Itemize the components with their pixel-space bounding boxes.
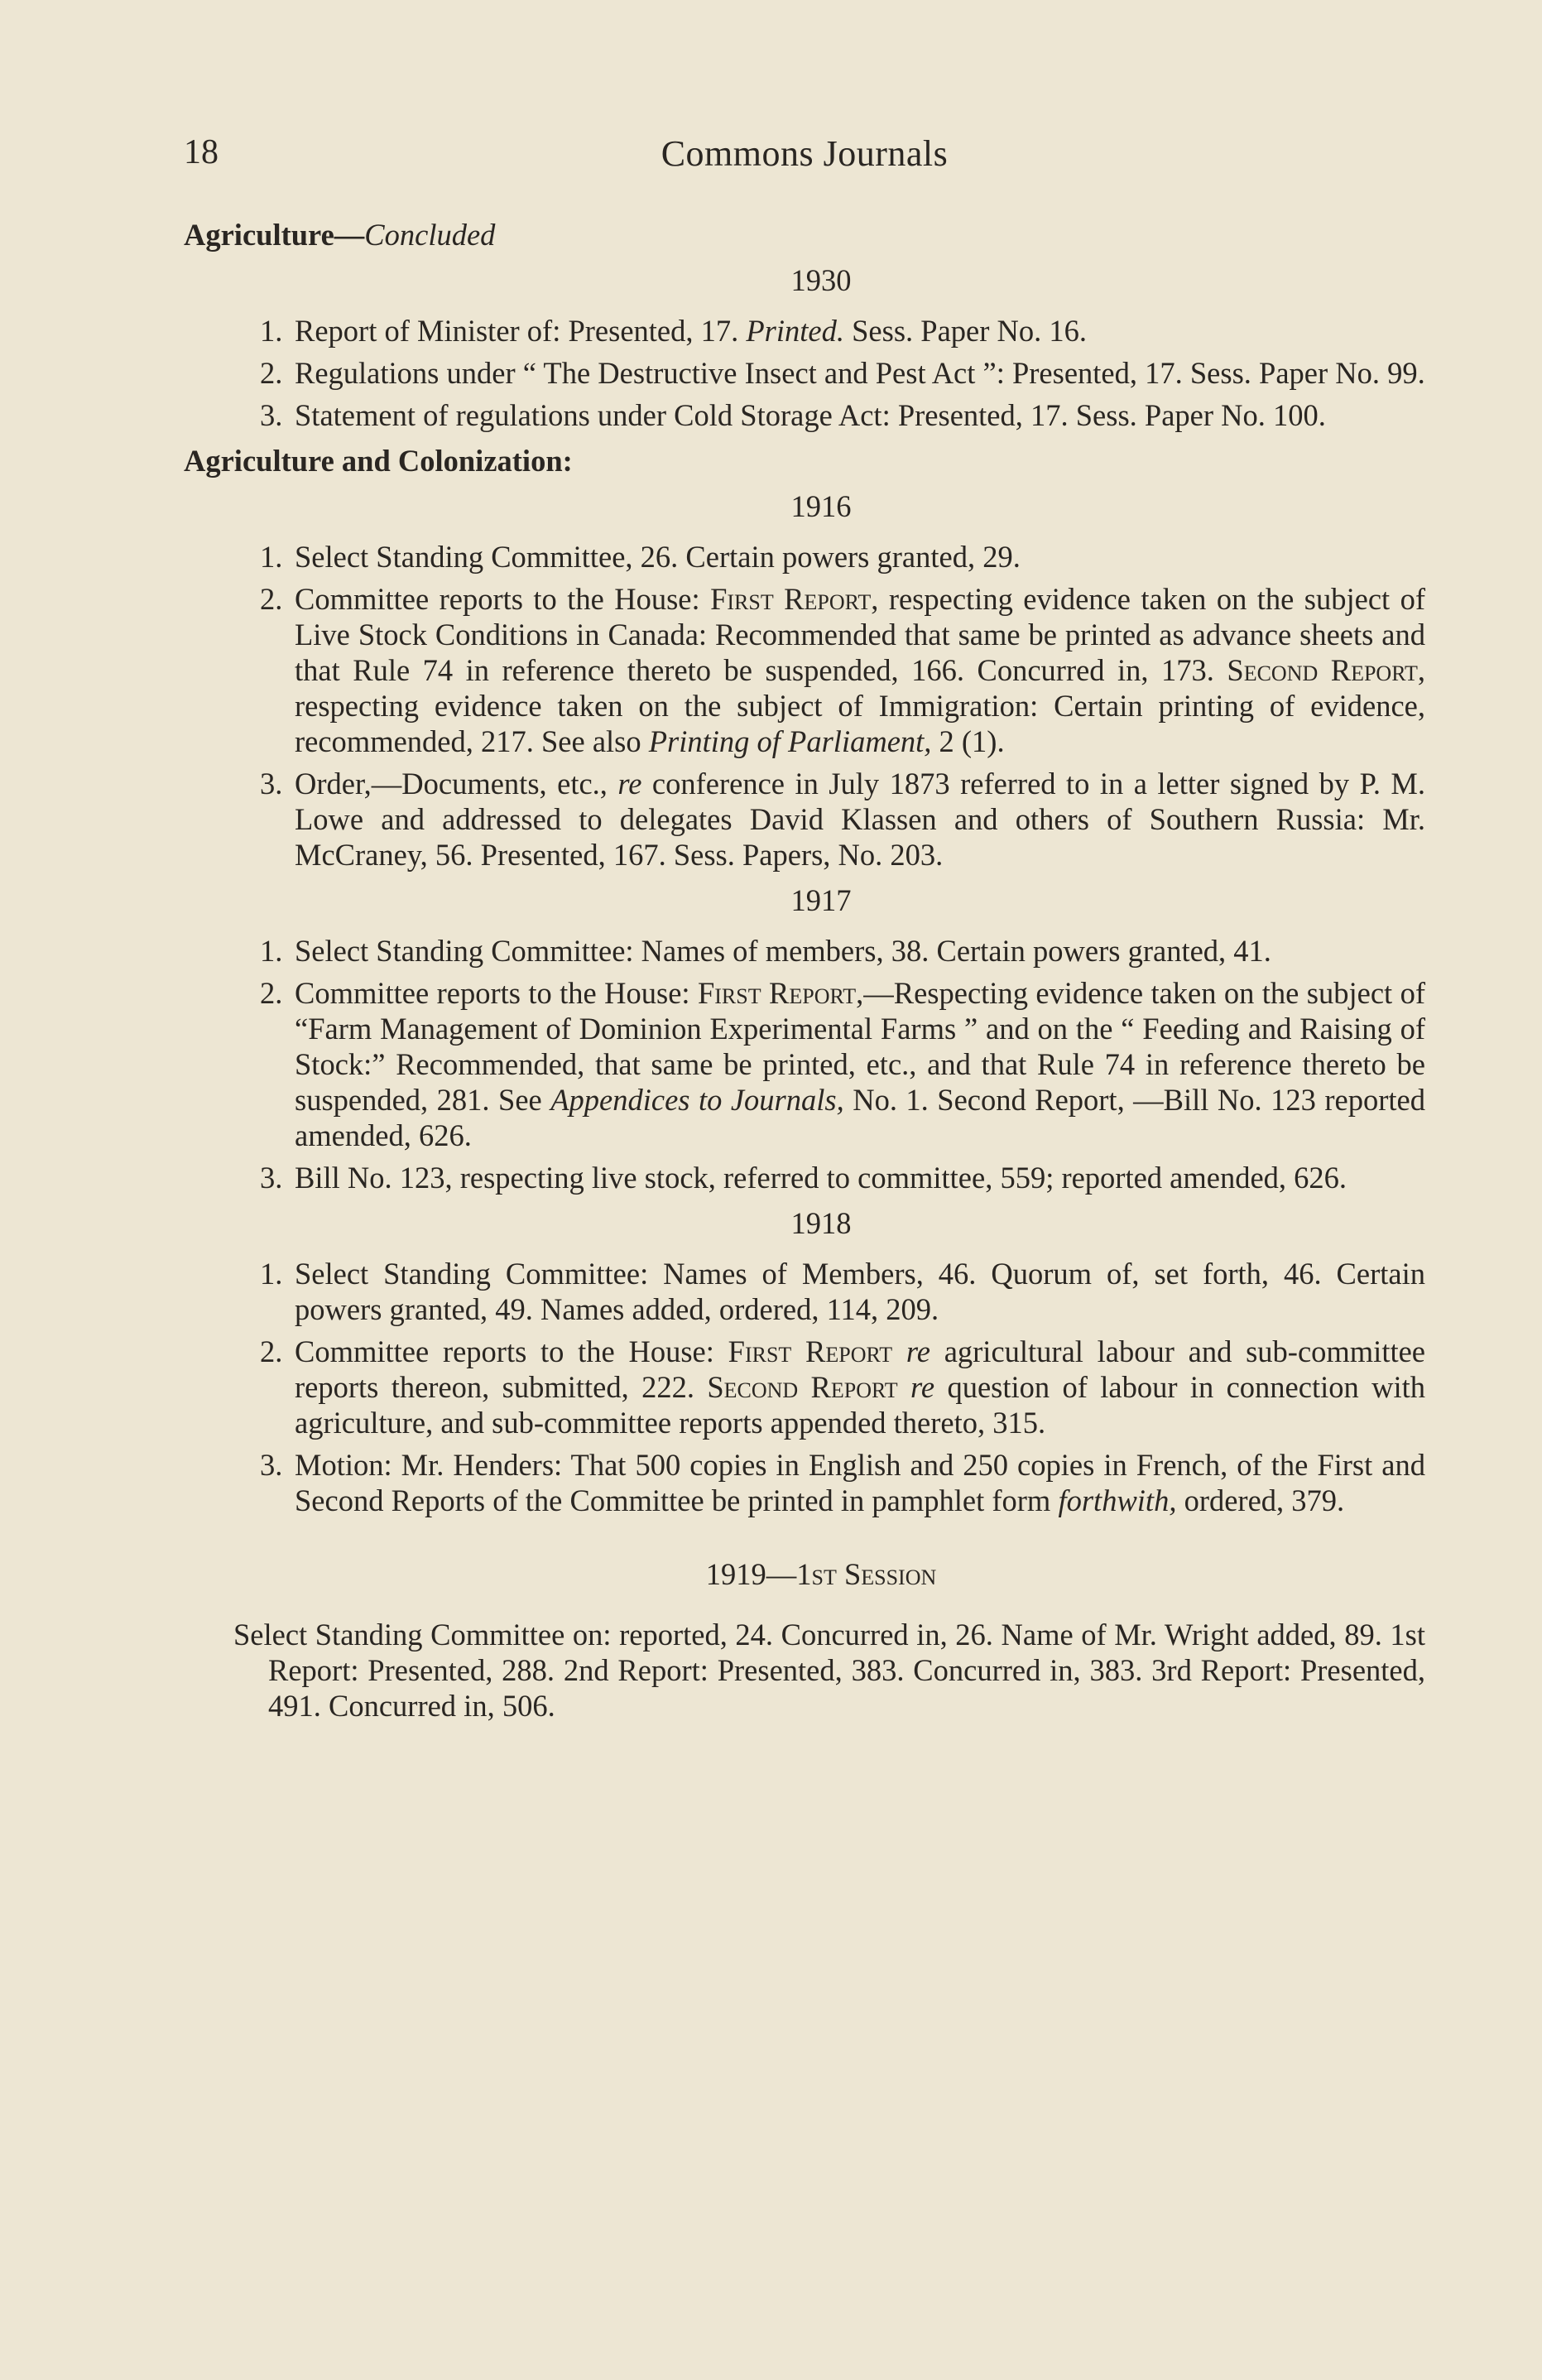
- list-item: [260, 581, 1425, 759]
- item-text: [898, 1370, 910, 1404]
- running-title: Commons Journals: [661, 133, 949, 174]
- paragraph-1919: Select Standing Committee on: reported, 24. Concurred in, 26. Name of Mr. Wright added, 89. 1st Report: Presented, 288. 2nd Report: Presented, 383. Concurred in, 383. 3rd Report: Presented, 491. Concurred in, 506.: [233, 1618, 1425, 1723]
- item-number: 2.: [260, 582, 283, 616]
- item-text: Select Standing Committee: Names of members, 38. Certain powers granted, 41.: [295, 934, 1271, 968]
- item-text: ,—Respecting evidence taken on the subject of “Farm Management of Dominion Experimental Farms ” and on the “ Feeding and Raising of Stock:” Recommended, that same be printed, etc., and that Rule 74 in reference thereto be suspended, 281. See: [295, 976, 1425, 1117]
- item-number: 1.: [260, 1257, 283, 1291]
- list-item: [260, 933, 1425, 969]
- item-text: No. 1. Second Report, —Bill No. 123 reported amended, 626.: [295, 1083, 1425, 1152]
- item-text: Report of Minister of: Presented, 17.: [295, 314, 747, 348]
- item-text: Motion: Mr. Henders: That 500 copies in English and 250 copies in French, of the First and Second Reports of the Committee be printed in pamphlet form: [295, 1448, 1425, 1517]
- year-heading-1930: 1930: [790, 263, 852, 297]
- item-smallcaps: First Report: [728, 1334, 893, 1368]
- list-1917: [184, 933, 1425, 1195]
- item-text: Select Standing Committee: Names of Members, 46. Quorum of, set forth, 46. Certain powers granted, 49. Names added, ordered, 114, 209.: [295, 1257, 1425, 1326]
- list-item: [260, 1447, 1425, 1518]
- item-text: Statement of regulations under Cold Storage Act: Presented, 17. Sess. Paper No. 100.: [295, 398, 1326, 432]
- item-italic: re: [617, 767, 642, 801]
- item-number: 2.: [260, 356, 283, 390]
- list-item: [260, 975, 1425, 1153]
- item-smallcaps: First Report: [710, 582, 872, 616]
- list-item: [260, 1160, 1425, 1195]
- year-heading-1917: 1917: [790, 883, 852, 917]
- item-number: 1.: [260, 934, 283, 968]
- item-text: agricultural labour and sub-committee reports thereon, submitted, 222.: [295, 1334, 1426, 1404]
- session-smallcaps: 1st Session: [796, 1557, 937, 1591]
- item-text: Order,—Documents, etc.,: [295, 767, 618, 801]
- item-text: Select Standing Committee, 26. Certain powers granted, 29.: [295, 540, 1021, 574]
- item-smallcaps: Second Report: [1227, 653, 1418, 687]
- item-number: 3.: [260, 767, 283, 801]
- item-italic: Printed.: [746, 314, 844, 348]
- heading-text: Agriculture—: [184, 218, 365, 252]
- year-heading-1919: [184, 1556, 1425, 1592]
- item-italic: Printing of Parliament,: [648, 724, 932, 758]
- item-text: Regulations under “ The Destructive Insect and Pest Act ”: Presented, 17. Sess. Paper No. 99.: [295, 356, 1425, 390]
- item-text: , respecting evidence taken on the subject of Immigration: Certain printing of evidence, recommended, 217. See also: [295, 653, 1425, 758]
- list-item: [260, 313, 1425, 349]
- index-content: [184, 217, 1425, 1724]
- list-item: [260, 355, 1425, 391]
- item-number: 3.: [260, 1448, 283, 1482]
- item-text: question of labour in connection with agriculture, and sub-committee reports appended thereto, 315.: [295, 1370, 1425, 1440]
- item-number: 3.: [260, 1161, 283, 1195]
- page-number: 18: [184, 133, 219, 171]
- item-text: Committee reports to the House:: [295, 976, 698, 1010]
- section-heading-colonization: Agriculture and Colonization:: [184, 444, 573, 478]
- list-1930: [184, 313, 1425, 433]
- item-text: conference in July 1873 referred to in a letter signed by P. M. Lowe and addressed to delegates David Klassen and others of Southern Russia: Mr. McCraney, 56. Presented, 167. Sess. Papers, No. 203.: [295, 767, 1426, 872]
- item-text: Bill No. 123, respecting live stock, referred to committee, 559; reported amended, 626.: [295, 1161, 1347, 1195]
- item-smallcaps: First Report: [697, 976, 857, 1010]
- list-item: [260, 766, 1425, 873]
- list-1918: [184, 1256, 1425, 1518]
- item-italic: re: [910, 1370, 935, 1404]
- year-text: 1919—: [705, 1557, 797, 1591]
- list-item: [260, 539, 1425, 575]
- item-number: 2.: [260, 976, 283, 1010]
- item-text: Committee reports to the House:: [295, 1334, 728, 1368]
- item-number: 1.: [260, 540, 283, 574]
- list-item: [260, 397, 1425, 433]
- item-text: 2 (1).: [931, 724, 1005, 758]
- list-item: [260, 1334, 1425, 1440]
- item-text: ordered, 379.: [1176, 1483, 1345, 1517]
- year-heading-1918: 1918: [790, 1206, 852, 1240]
- item-text: [892, 1334, 906, 1368]
- item-italic: Appendices to Journals,: [550, 1083, 844, 1117]
- list-item: [260, 1256, 1425, 1327]
- section-heading-agriculture: [184, 217, 1425, 252]
- item-text: Sess. Paper No. 16.: [844, 314, 1087, 348]
- heading-italic: Concluded: [364, 218, 496, 252]
- item-text: Committee reports to the House:: [295, 582, 711, 616]
- list-1916: [184, 539, 1425, 873]
- item-italic: forthwith,: [1058, 1483, 1177, 1517]
- item-number: 3.: [260, 398, 283, 432]
- page-header: [184, 132, 1425, 182]
- item-number: 1.: [260, 314, 283, 348]
- item-number: 2.: [260, 1334, 283, 1368]
- item-italic: re: [906, 1334, 930, 1368]
- item-text: , respecting evidence taken on the subject of Live Stock Conditions in Canada: Recommended that same be printed as advance sheets and that Rule 74 in reference thereto be suspended, 166. Concurred in, 173.: [295, 582, 1425, 687]
- item-smallcaps: Second Report: [707, 1370, 898, 1404]
- year-heading-1916: 1916: [790, 489, 852, 523]
